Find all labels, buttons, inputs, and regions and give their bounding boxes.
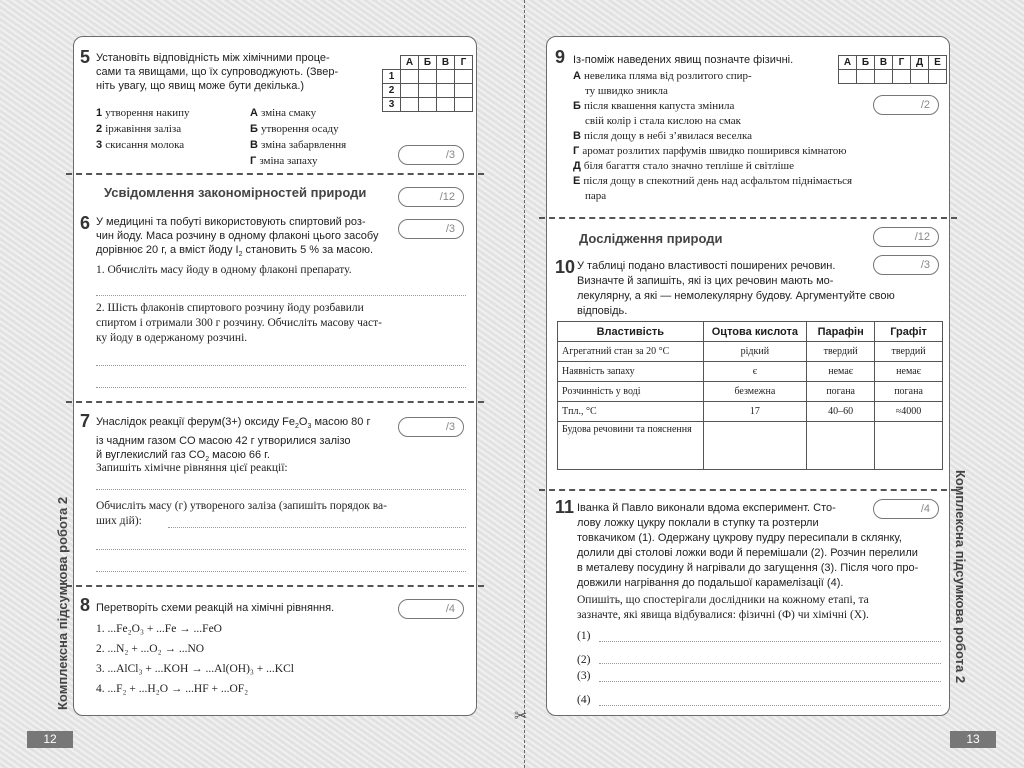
question-9-options: [573, 69, 953, 204]
table-cell: немає: [875, 362, 943, 382]
question-11-number: 11: [555, 497, 575, 517]
table-cell: твердий: [807, 342, 875, 362]
phenomenon-item: А зміна смаку: [250, 107, 317, 119]
phenomenon-item: Г зміна запаху: [250, 155, 318, 167]
left-page-number: 12: [27, 731, 73, 748]
properties-table: [557, 321, 943, 470]
left-worksheet-panel: [73, 36, 477, 716]
process-item: 1 утворення накипу: [96, 107, 190, 119]
table-header: Властивість: [558, 322, 704, 342]
table-cell: погана: [875, 382, 943, 402]
q10-line: відповідь.: [577, 305, 628, 317]
section-score-field[interactable]: /12: [873, 227, 939, 247]
table-cell: 40–60: [807, 402, 875, 422]
process-item: 3 скисання молока: [96, 139, 185, 151]
answer-line[interactable]: [96, 571, 466, 572]
q5-line: ніть увагу, що явищ може бути декілька.): [96, 80, 305, 92]
answer-cell[interactable]: [875, 422, 943, 470]
equation: 1. ...Fe₂O₃ + ...Fe → ...FeO: [96, 623, 222, 635]
question-9-score-field[interactable]: /2: [873, 95, 939, 115]
grid-header: Б: [419, 56, 437, 70]
question-5-answer-grid[interactable]: [382, 55, 473, 112]
grid-header: А: [839, 56, 857, 70]
question-8-text: Перетворіть схеми реакцій на хімічні рівняння.: [96, 602, 335, 614]
q7-line: із чадним газом CO масою 42 г утворилися залізо: [96, 435, 351, 448]
question-10-number: 10: [555, 257, 576, 277]
grid-header: А: [401, 56, 419, 70]
grid-cell[interactable]: [455, 98, 473, 112]
answer-line[interactable]: [599, 705, 941, 706]
q7-line: й вуглекислий газ $CO_2$ масою 66 г.: [96, 449, 270, 464]
left-side-label: Комплексна підсумкова робота 2: [55, 496, 70, 710]
question-7-task-2: [96, 499, 470, 529]
option-item-cont: ту швидко зникла: [585, 85, 668, 97]
q7-task2-line: ших дій):: [96, 515, 142, 527]
q5-line: сами та явищами, що їх супроводжують. (Звер-: [96, 66, 339, 78]
answer-line[interactable]: [96, 489, 466, 490]
answer-line[interactable]: [168, 527, 466, 528]
question-6-number: 6: [80, 213, 91, 233]
q10-line: Визначте й запишіть, які із цих речовин мають мо-: [577, 275, 834, 287]
table-cell: ≈4000: [875, 402, 943, 422]
answer-label-1: (1): [577, 630, 591, 642]
option-item: Е після дощу в спекотний день над асфальтом піднімається: [573, 175, 853, 187]
answer-line[interactable]: [599, 663, 941, 664]
process-item: 2 іржавіння заліза: [96, 123, 182, 135]
section-heading-research: Дослідження природи: [579, 231, 723, 246]
answer-label-4: (4): [577, 694, 591, 706]
grid-cell[interactable]: [419, 84, 437, 98]
question-5-score-field[interactable]: /3: [398, 145, 464, 165]
right-side-label: Комплексна підсумкова робота 2: [953, 470, 968, 684]
question-9-number: 9: [555, 47, 566, 67]
answer-label-3: (3): [577, 670, 591, 682]
grid-cell[interactable]: [437, 84, 455, 98]
option-item: Д біля багаття стало значно тепліше й світліше: [573, 160, 795, 172]
q6-task2-line: 2. Шість флаконів спиртового розчину йоду розбавили: [96, 302, 364, 314]
section-divider: [66, 585, 484, 587]
question-8-number: 8: [80, 595, 91, 615]
question-6-task-2: [96, 301, 470, 346]
grid-row-label: 1: [383, 70, 401, 84]
question-8-score-field[interactable]: /4: [398, 599, 464, 619]
grid-cell[interactable]: [437, 98, 455, 112]
table-cell: Наявність запаху: [558, 362, 704, 382]
question-10-score-field[interactable]: /3: [873, 255, 939, 275]
table-cell: немає: [807, 362, 875, 382]
table-cell: Tпл., °С: [558, 402, 704, 422]
section-divider: [539, 217, 957, 219]
option-item-cont: пара: [585, 190, 607, 202]
q11-task-line: Опишіть, що спостерігали дослідники на кожному етапі, та: [577, 594, 869, 606]
table-cell: Розчинність у воді: [558, 382, 704, 402]
section-heading-patterns: Усвідомлення закономірностей природи: [104, 185, 367, 200]
grid-header: Г: [455, 56, 473, 70]
question-5-phenomena: [250, 105, 400, 169]
table-cell: рідкий: [703, 342, 807, 362]
table-header: Парафін: [807, 322, 875, 342]
answer-cell[interactable]: [703, 422, 807, 470]
equation: 2. ...N₂ + ...O₂ → ...NO: [96, 643, 205, 655]
section-score-field[interactable]: /12: [398, 187, 464, 207]
answer-line[interactable]: [96, 549, 466, 550]
right-worksheet-panel: [546, 36, 950, 716]
answer-cell[interactable]: [807, 422, 875, 470]
fold-cut-line: [524, 0, 525, 768]
table-cell: 17: [703, 402, 807, 422]
answer-line[interactable]: [96, 365, 466, 366]
answer-line[interactable]: [96, 387, 466, 388]
right-page-number: 13: [950, 731, 996, 748]
grid-row-label: 2: [383, 84, 401, 98]
grid-header: Б: [857, 56, 875, 70]
answer-label-2: (2): [577, 654, 591, 666]
question-6-score-field[interactable]: /3: [398, 219, 464, 239]
question-7-text: [96, 415, 396, 467]
option-item: Г аромат розлитих парфумів швидко поширився кімнатою: [573, 145, 847, 157]
q11-line: в металеву посудину й нагрівали до загущення (3). Після чого про-: [577, 562, 919, 574]
question-5-processes: [96, 105, 256, 153]
question-11-task: [577, 593, 947, 623]
table-row: [558, 382, 943, 402]
phenomenon-item: Б утворення осаду: [250, 123, 339, 135]
q6-line: чин йоду. Маса розчину в одному флаконі цього засобу: [96, 230, 379, 242]
option-item: В після дощу в небі з’явилася веселка: [573, 130, 753, 142]
table-cell: твердий: [875, 342, 943, 362]
q11-task-line: зазначте, які явища відбувалися: фізичні (Ф) чи хімічні (Х).: [577, 609, 869, 621]
option-item-cont: свій колір і стала кислою на смак: [585, 115, 742, 127]
grid-cell[interactable]: [437, 70, 455, 84]
question-11-score-field[interactable]: /4: [873, 499, 939, 519]
grid-cell[interactable]: [401, 98, 419, 112]
table-cell: Будова речовини та пояснення: [558, 422, 704, 470]
q11-line: Іванка й Павло виконали вдома експеримент. Сто-: [577, 502, 836, 514]
scissors-icon: ✂: [514, 708, 528, 725]
section-divider: [539, 489, 957, 491]
question-6-task-1: 1. Обчисліть масу йоду в одному флаконі препарату.: [96, 264, 352, 276]
section-divider: [66, 173, 484, 175]
q11-line: лову ложку цукру поклали в ступку та розтерли: [577, 517, 819, 529]
q10-line: лекулярну, а які — немолекулярну будову. Аргументуйте свою: [577, 290, 895, 302]
answer-line[interactable]: [96, 295, 466, 296]
q6-task2-line: ку йоду в одержаному розчині.: [96, 332, 248, 344]
q5-line: Установіть відповідність між хімічними проце-: [96, 52, 330, 64]
q6-task2-line: спиртом і отримали 300 г розчину. Обчисліть масову част-: [96, 317, 382, 329]
table-cell: безмежна: [703, 382, 807, 402]
phenomenon-item: В зміна забарвлення: [250, 139, 347, 151]
option-item: А невелика пляма від розлитого спир-: [573, 70, 752, 82]
option-item: Б після квашення капуста змінила: [573, 100, 735, 112]
grid-cell[interactable]: [455, 84, 473, 98]
equation: 3. ...AlCl₃ + ...KOH → ...Al(OH)₃ + ...KCl: [96, 663, 294, 675]
question-8-equations: [96, 619, 466, 699]
table-cell: погана: [807, 382, 875, 402]
question-6-text: [96, 215, 396, 262]
question-7-number: 7: [80, 411, 91, 431]
q10-line: У таблиці подано властивості поширених речовин.: [577, 260, 836, 272]
question-9-text: Із-поміж наведених явищ позначте фізичні.: [573, 54, 794, 66]
answer-line[interactable]: [599, 641, 941, 642]
grid-header: Д: [911, 56, 929, 70]
q11-line: товкачиком (1). Одержану цукрову пудру пересипали в склянку,: [577, 532, 902, 544]
q11-line: довжили нагрівання до подальшої карамелізації (4).: [577, 577, 844, 589]
q6-line: дорівнює 20 г, а вміст йоду $I_2$ становить 5 % за масою.: [96, 244, 374, 259]
grid-header: В: [437, 56, 455, 70]
question-7-score-field[interactable]: /3: [398, 417, 464, 437]
grid-cell[interactable]: [419, 70, 437, 84]
grid-header: Е: [929, 56, 947, 70]
question-5-text: [96, 51, 366, 93]
grid-header: Г: [893, 56, 911, 70]
table-row: [558, 362, 943, 382]
grid-header: В: [875, 56, 893, 70]
answer-line[interactable]: [599, 681, 941, 682]
table-row: [558, 342, 943, 362]
table-cell: Агрегатний стан за 20 °С: [558, 342, 704, 362]
table-header: Оцтова кислота: [703, 322, 807, 342]
section-divider: [66, 401, 484, 403]
table-row: [558, 402, 943, 422]
q11-line: долили дві столові ложки води й перемішали (2). Розчин перелили: [577, 547, 918, 559]
table-cell: є: [703, 362, 807, 382]
grid-row-label: 3: [383, 98, 401, 112]
grid-cell[interactable]: [419, 98, 437, 112]
table-row[interactable]: [558, 422, 943, 470]
q7-line: Унаслідок реакції ферум(3+) оксиду $Fe_2O_3$ масою 80 г: [96, 416, 371, 431]
question-7-task-1: Запишіть хімічне рівняння цієї реакції:: [96, 462, 288, 474]
q6-line: У медицині та побуті використовують спиртовий роз-: [96, 216, 366, 228]
table-header: Графіт: [875, 322, 943, 342]
grid-cell[interactable]: [401, 84, 419, 98]
question-5-number: 5: [80, 47, 91, 67]
equation: 4. ...F₂ + ...H₂O → ...HF + ...OF₂: [96, 683, 249, 695]
grid-cell[interactable]: [401, 70, 419, 84]
q7-task2-line: Обчисліть масу (г) утвореного заліза (запишіть порядок ва-: [96, 500, 387, 512]
grid-cell[interactable]: [455, 70, 473, 84]
